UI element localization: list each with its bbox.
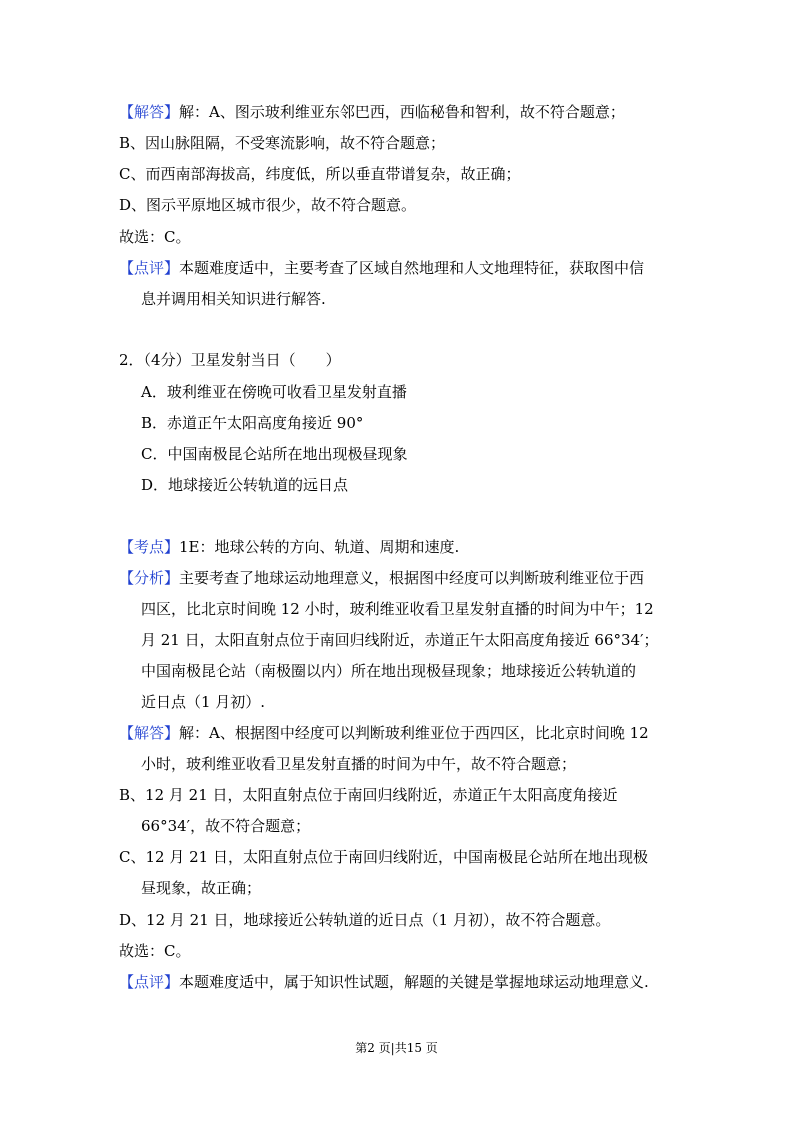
q2-answer-a-2: 小时，玻利维亚收看卫星发射直播的时间为中午，故不符合题意；	[141, 755, 577, 773]
q2-point-text: 1E：地球公转的方向、轨道、周期和速度.	[179, 538, 460, 556]
q2-answer-b-2: 66°34′，故不符合题意；	[141, 817, 311, 835]
comment-tag: 【点评】	[119, 259, 180, 277]
q2-comment-text: 本题难度适中，属于知识性试题，解题的关键是掌握地球运动地理意义.	[179, 973, 649, 991]
q1-answer-c: C、而西南部海拔高，纬度低，所以垂直带谱复杂，故正确；	[119, 165, 521, 183]
q2-answer-a-1: 解：A、根据图中经度可以判断玻利维亚位于西四区，比北京时间晚 12	[179, 724, 649, 742]
q1-answer-a: 解：A、图示玻利维亚东邻巴西，西临秘鲁和智利，故不符合题意；	[179, 103, 625, 121]
q2-answer-d: D、12 月 21 日，地球接近公转轨道的近日点（1 月初），故不符合题意。	[119, 911, 611, 929]
q1-answer-line	[119, 102, 625, 122]
q1-comment-text-2: 息并调用相关知识进行解答.	[141, 290, 326, 308]
comment-tag: 【点评】	[119, 973, 180, 991]
q2-analysis-text-5: 近日点（1 月初）.	[141, 693, 266, 711]
answer-tag: 【解答】	[119, 103, 180, 121]
q1-answer-d: D、图示平原地区城市很少，故不符合题意。	[119, 196, 417, 214]
q1-answer-b: B、因山脉阻隔，不受寒流影响，故不符合题意；	[119, 134, 446, 152]
q2-analysis-line	[119, 568, 644, 588]
q2-option-b: B．赤道正午太阳高度角接近 90°	[141, 414, 364, 432]
q2-analysis-text-1: 主要考查了地球运动地理意义，根据图中经度可以判断玻利维亚位于西	[179, 569, 645, 587]
answer-tag: 【解答】	[119, 724, 180, 742]
q2-answer-line	[119, 723, 649, 743]
q2-answer-c-1: C、12 月 21 日，太阳直射点位于南回归线附近，中国南极昆仑站所在地出现极	[119, 848, 648, 866]
q2-comment-line	[119, 972, 649, 992]
q1-choice: 故选：C。	[119, 228, 191, 246]
page-footer: 第2 页|共15 页	[355, 1041, 438, 1055]
q2-option-d: D．地球接近公转轨道的远日点	[141, 476, 349, 494]
q2-analysis-text-2: 四区，比北京时间晚 12 小时，玻利维亚收看卫星发射直播的时间为中午；12	[141, 600, 654, 618]
q2-answer-c-2: 昼现象，故正确；	[141, 879, 262, 897]
q2-analysis-text-3: 月 21 日，太阳直射点位于南回归线附近，赤道正午太阳高度角接近 66°34′；	[141, 631, 659, 649]
q1-comment-text-1: 本题难度适中，主要考查了区域自然地理和人文地理特征，获取图中信	[179, 259, 645, 277]
analysis-tag: 【分析】	[119, 569, 180, 587]
q1-comment-line	[119, 258, 644, 278]
q2-option-a: A．玻利维亚在傍晚可收看卫星发射直播	[141, 383, 407, 401]
q2-choice: 故选：C。	[119, 942, 191, 960]
point-tag: 【考点】	[119, 538, 180, 556]
q2-stem: 2．（4分）卫星发射当日（ ）	[119, 351, 341, 369]
q2-analysis-text-4: 中国南极昆仑站（南极圈以内）所在地出现极昼现象；地球接近公转轨道的	[141, 662, 637, 680]
q2-answer-b-1: B、12 月 21 日，太阳直射点位于南回归线附近，赤道正午太阳高度角接近	[119, 786, 618, 804]
q2-point-line	[119, 537, 459, 557]
q2-option-c: C．中国南极昆仑站所在地出现极昼现象	[141, 445, 408, 463]
